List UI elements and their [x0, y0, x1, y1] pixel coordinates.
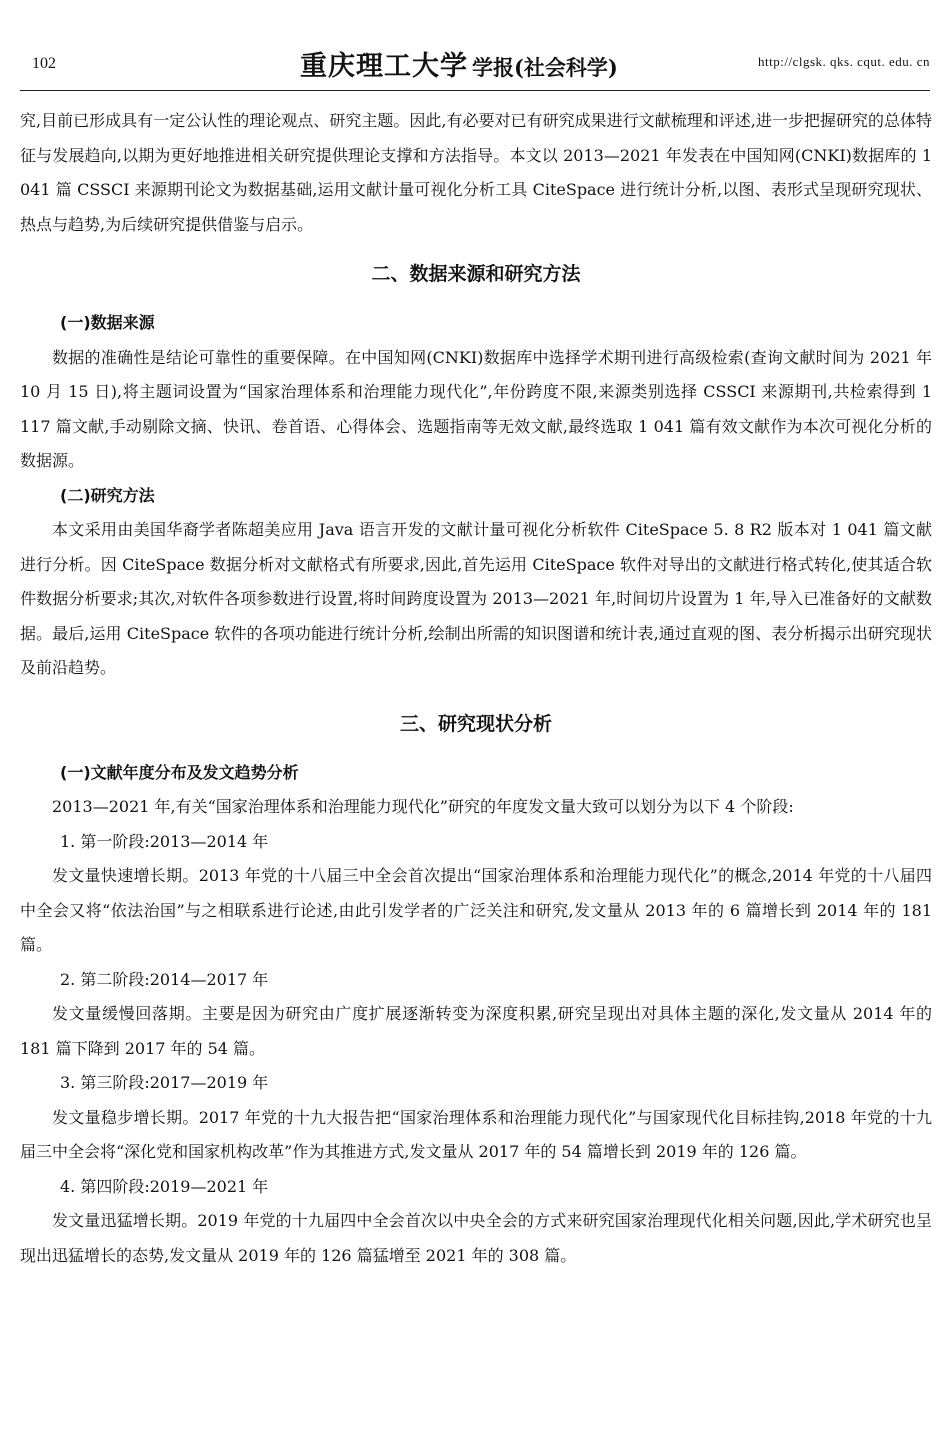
- stage-2-title: 2. 第二阶段:2014—2017 年: [60, 969, 269, 989]
- stage-3-title: 3. 第三阶段:2017—2019 年: [60, 1073, 269, 1092]
- paragraph-distribution: 2013—2021 年,有关“国家治理体系和治理能力现代化”研究的年度发文量大致可以划分为以下 4 个阶段:: [52, 797, 794, 816]
- section-heading-status: 三、研究现状分析: [399, 712, 552, 735]
- journal-name: 重庆理工大学: [300, 51, 468, 82]
- section-heading-methods: 二、数据来源和研究方法: [371, 263, 581, 285]
- journal-title: [300, 44, 618, 83]
- stage-3-text: 发文量稳步增长期。2017 年党的十九大报告把“国家治理体系和治理能力现代化”与国家现代化目标挂钩,2018 年党的十九届三中全会将“深化党和国家机构改革”作为其推进方式,发文量从 2017 年的 54 篇增长到 2019 年的 126 篇。: [20, 1107, 932, 1161]
- paragraph-method: 本文采用由美国华裔学者陈超美应用 Java 语言开发的文献计量可视化分析软件 CiteSpace 5. 8 R2 版本对 1 041 篇文献进行分析。因 CiteSpace 数据分析对文献格式有所要求,因此,首先运用 CiteSpace 软件对导出的文献进行格式转化,使其适合软件数据分析要求;其次,对软件各项参数进行设置,将时间跨度设置为 2013—2021 年,时间切片设置为 1 年,导入已准备好的文献数据。最后,运用 CiteSpace 软件的各项功能进行统计分析,绘制出所需的知识图谱和统计表,通过直观的图、表分析揭示出研究现状及前沿趋势。: [20, 520, 932, 677]
- subsection-heading-method: (二)研究方法: [60, 485, 155, 505]
- subsection-heading-data-source: (一)数据来源: [60, 313, 155, 332]
- paragraph-intro: 究,目前已形成具有一定公认性的理论观点、研究主题。因此,有必要对已有研究成果进行文献梳理和评述,进一步把握研究的总体特征与发展趋向,以期为更好地推进相关研究提供理论支撑和方法指导。本文以 2013—2021 年发表在中国知网(CNKI)数据库的 1 041 篇 CSSCI 来源期刊论文为数据基础,运用文献计量可视化分析工具 CiteSpace 进行统计分析,以图、表形式呈现研究现状、热点与趋势,为后续研究提供借鉴与启示。: [20, 111, 932, 234]
- subsection-heading-distribution: (一)文献年度分布及发文趋势分析: [60, 762, 299, 782]
- page-number: 102: [32, 55, 56, 72]
- article-body: [20, 104, 932, 1273]
- stage-1-text: 发文量快速增长期。2013 年党的十八届三中全会首次提出“国家治理体系和治理能力现代化”的概念,2014 年党的十八届四中全会又将“依法治国”与之相联系进行论述,由此引发学者的广泛关注和研究,发文量从 2013 年的 6 篇增长到 2014 年的 181 篇。: [20, 866, 932, 954]
- paragraph-data-source: 数据的准确性是结论可靠性的重要保障。在中国知网(CNKI)数据库中选择学术期刊进行高级检索(查询文献时间为 2021 年 10 月 15 日),将主题词设置为“国家治理体系和治理能力现代化”,年份跨度不限,来源类别选择 CSSCI 来源期刊,共检索得到 1 117 篇文献,手动剔除文摘、快讯、卷首语、心得体会、选题指南等无效文献,最终选取 1 041 篇有效文献作为本次可视化分析的数据源。: [20, 347, 932, 470]
- journal-subtitle: 学报(社会科学): [472, 55, 618, 80]
- stage-4-text: 发文量迅猛增长期。2019 年党的十九届四中全会首次以中央全会的方式来研究国家治理现代化相关问题,因此,学术研究也呈现出迅猛增长的态势,发文量从 2019 年的 126 篇猛增至 2021 年的 308 篇。: [20, 1211, 932, 1265]
- stage-4-title: 4. 第四阶段:2019—2021 年: [60, 1176, 269, 1196]
- stage-2-text: 发文量缓慢回落期。主要是因为研究由广度扩展逐渐转变为深度积累,研究呈现出对具体主题的深化,发文量从 2014 年的 181 篇下降到 2017 年的 54 篇。: [20, 1004, 932, 1058]
- stage-1-title: 1. 第一阶段:2013—2014 年: [60, 831, 269, 851]
- running-header: [20, 40, 930, 91]
- journal-url: http://clgsk. qks. cqut. edu. cn: [758, 54, 930, 69]
